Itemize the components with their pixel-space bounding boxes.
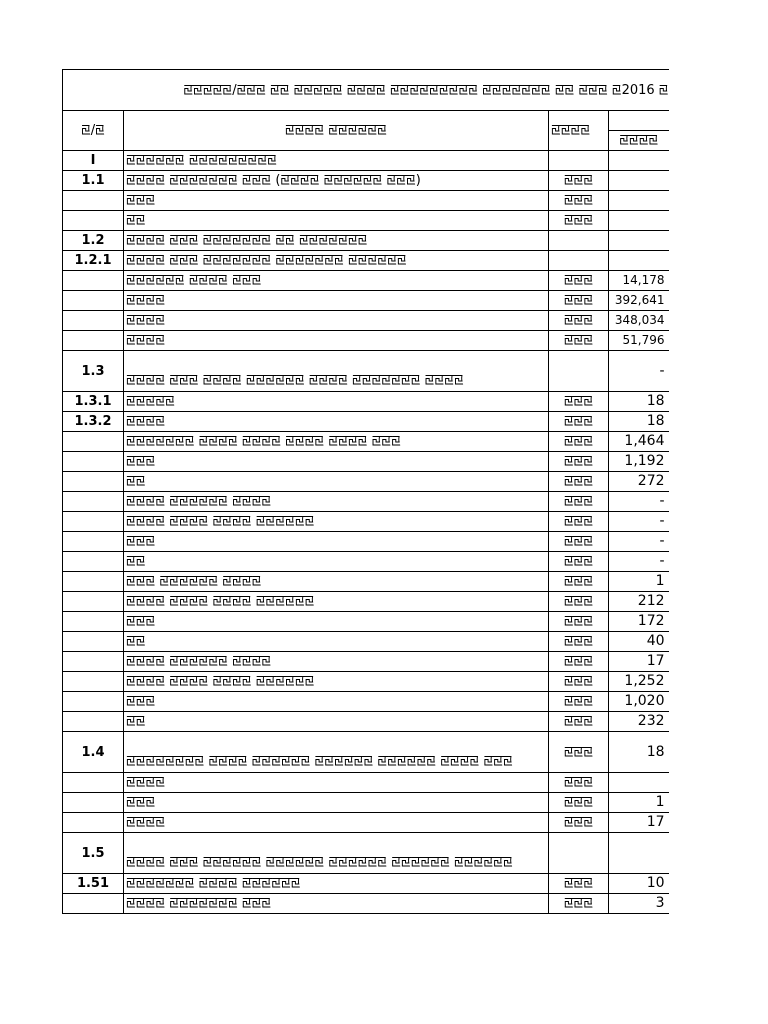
table-row bbox=[63, 692, 669, 712]
row-description: ꡙꡙꡙꡙ bbox=[124, 311, 549, 331]
row-unit: ꡙꡙꡙ bbox=[549, 472, 609, 492]
row-description: ꡙꡙꡙ bbox=[124, 191, 549, 211]
table-row bbox=[63, 151, 669, 171]
row-value bbox=[609, 773, 669, 793]
table-row bbox=[63, 874, 669, 894]
row-value: - bbox=[609, 512, 669, 532]
row-description: ꡙꡙꡙꡙ ꡙꡙꡙꡙꡙꡙ ꡙꡙꡙꡙ bbox=[124, 652, 549, 672]
row-unit: ꡙꡙꡙ bbox=[549, 171, 609, 191]
row-value: 1 bbox=[609, 793, 669, 813]
row-number bbox=[63, 572, 124, 592]
row-value: 1,192 bbox=[609, 452, 669, 472]
row-description: ꡙꡙꡙꡙ bbox=[124, 412, 549, 432]
row-unit: ꡙꡙꡙ bbox=[549, 592, 609, 612]
row-unit: ꡙꡙꡙ bbox=[549, 191, 609, 211]
row-unit: ꡙꡙꡙ bbox=[549, 612, 609, 632]
row-unit: ꡙꡙꡙ bbox=[549, 552, 609, 572]
row-number bbox=[63, 291, 124, 311]
row-description: ꡙꡙꡙꡙ ꡙꡙꡙꡙꡙꡙ ꡙꡙꡙꡙ bbox=[124, 492, 549, 512]
row-value: 232 bbox=[609, 712, 669, 732]
row-value: 18 bbox=[609, 412, 669, 432]
row-unit: ꡙꡙꡙ bbox=[549, 452, 609, 472]
table-row bbox=[63, 612, 669, 632]
row-value bbox=[609, 171, 669, 191]
row-value: 18 bbox=[609, 392, 669, 412]
row-value: - bbox=[609, 552, 669, 572]
row-description: ꡙꡙꡙꡙꡙꡙꡙꡙ ꡙꡙꡙꡙ ꡙꡙꡙꡙꡙꡙ ꡙꡙꡙꡙꡙꡙ ꡙꡙꡙꡙꡙꡙ ꡙꡙꡙꡙ ꡙꡙꡙ bbox=[124, 732, 549, 773]
row-unit bbox=[549, 351, 609, 392]
row-number bbox=[63, 672, 124, 692]
row-description: ꡙꡙ bbox=[124, 632, 549, 652]
row-unit: ꡙꡙꡙ bbox=[549, 412, 609, 432]
row-description: ꡙꡙꡙꡙ ꡙꡙꡙ ꡙꡙꡙꡙꡙꡙꡙ ꡙꡙꡙꡙꡙꡙꡙ ꡙꡙꡙꡙꡙꡙ bbox=[124, 251, 549, 271]
row-value: - bbox=[609, 492, 669, 512]
row-description: ꡙꡙꡙꡙ bbox=[124, 331, 549, 351]
row-value: - bbox=[609, 532, 669, 552]
table-row bbox=[63, 512, 669, 532]
row-number: 1.1 bbox=[63, 171, 124, 191]
row-unit: ꡙꡙꡙ bbox=[549, 652, 609, 672]
row-value: 40 bbox=[609, 632, 669, 652]
row-number bbox=[63, 472, 124, 492]
statistics-table bbox=[62, 69, 669, 914]
row-unit: ꡙꡙꡙ bbox=[549, 632, 609, 652]
table-row bbox=[63, 732, 669, 773]
table-row bbox=[63, 432, 669, 452]
row-value: 1,252 bbox=[609, 672, 669, 692]
table-row bbox=[63, 271, 669, 291]
row-description: ꡙꡙ bbox=[124, 712, 549, 732]
table-row bbox=[63, 351, 669, 392]
row-unit: ꡙꡙꡙ bbox=[549, 331, 609, 351]
row-unit: ꡙꡙꡙ bbox=[549, 392, 609, 412]
row-value bbox=[609, 211, 669, 231]
row-unit: ꡙꡙꡙ bbox=[549, 572, 609, 592]
row-description: ꡙꡙꡙꡙ ꡙꡙꡙ ꡙꡙꡙꡙ ꡙꡙꡙꡙꡙꡙ ꡙꡙꡙꡙ ꡙꡙꡙꡙꡙꡙꡙ ꡙꡙꡙꡙ bbox=[124, 351, 549, 392]
row-value: 10 bbox=[609, 874, 669, 894]
row-unit: ꡙꡙꡙ bbox=[549, 672, 609, 692]
row-number bbox=[63, 652, 124, 672]
row-description: ꡙꡙꡙ bbox=[124, 452, 549, 472]
row-value: 51,796 bbox=[609, 331, 669, 351]
row-value: 14,178 bbox=[609, 271, 669, 291]
row-number bbox=[63, 532, 124, 552]
row-description: ꡙꡙꡙꡙ ꡙꡙꡙꡙ ꡙꡙꡙꡙ ꡙꡙꡙꡙꡙꡙ bbox=[124, 672, 549, 692]
table-row bbox=[63, 652, 669, 672]
row-number bbox=[63, 331, 124, 351]
row-unit: ꡙꡙꡙ bbox=[549, 291, 609, 311]
row-number bbox=[63, 894, 124, 914]
table-row bbox=[63, 572, 669, 592]
row-description: ꡙꡙꡙ bbox=[124, 793, 549, 813]
header-description: ꡙꡙꡙꡙ ꡙꡙꡙꡙꡙꡙ bbox=[124, 111, 549, 151]
row-number bbox=[63, 632, 124, 652]
table-row bbox=[63, 532, 669, 552]
row-number: 1.2 bbox=[63, 231, 124, 251]
table-row bbox=[63, 492, 669, 512]
row-number: 1.3.2 bbox=[63, 412, 124, 432]
row-description: ꡙꡙ bbox=[124, 211, 549, 231]
row-value: 172 bbox=[609, 612, 669, 632]
row-value: - bbox=[609, 351, 669, 392]
table-row bbox=[63, 231, 669, 251]
table-row bbox=[63, 452, 669, 472]
table-row bbox=[63, 894, 669, 914]
row-value: 1,020 bbox=[609, 692, 669, 712]
table-row bbox=[63, 793, 669, 813]
row-number bbox=[63, 492, 124, 512]
row-unit: ꡙꡙꡙ bbox=[549, 874, 609, 894]
row-unit: ꡙꡙꡙ bbox=[549, 793, 609, 813]
row-unit bbox=[549, 251, 609, 271]
row-value: 392,641 bbox=[609, 291, 669, 311]
row-value: 17 bbox=[609, 813, 669, 833]
row-description: ꡙꡙꡙꡙꡙꡙꡙ ꡙꡙꡙꡙ ꡙꡙꡙꡙꡙꡙ bbox=[124, 874, 549, 894]
row-value: 1 bbox=[609, 572, 669, 592]
row-description: ꡙꡙꡙꡙ bbox=[124, 773, 549, 793]
row-unit: ꡙꡙꡙ bbox=[549, 311, 609, 331]
row-unit: ꡙꡙꡙ bbox=[549, 512, 609, 532]
row-unit: ꡙꡙꡙ bbox=[549, 894, 609, 914]
row-description: ꡙꡙꡙꡙ ꡙꡙꡙ ꡙꡙꡙꡙꡙꡙꡙ ꡙꡙ ꡙꡙꡙꡙꡙꡙꡙ bbox=[124, 231, 549, 251]
row-value: 212 bbox=[609, 592, 669, 612]
row-number: I bbox=[63, 151, 124, 171]
row-value bbox=[609, 251, 669, 271]
row-number: 1.3 bbox=[63, 351, 124, 392]
row-description: ꡙꡙꡙꡙ ꡙꡙꡙꡙ ꡙꡙꡙꡙ ꡙꡙꡙꡙꡙꡙ bbox=[124, 592, 549, 612]
header-unit: ꡙꡙꡙꡙ bbox=[549, 111, 609, 151]
row-value bbox=[609, 833, 669, 874]
row-number bbox=[63, 311, 124, 331]
row-description: ꡙꡙꡙꡙ bbox=[124, 291, 549, 311]
sheet-title: ꡙꡙꡙꡙꡙ/ꡙꡙꡙ ꡙꡙ ꡙꡙꡙꡙꡙ ꡙꡙꡙꡙ ꡙꡙꡙꡙꡙꡙꡙꡙꡙ ꡙꡙꡙꡙꡙꡙꡙ ꡙꡙ ꡙꡙꡙ ꡙ2016 ꡙ bbox=[63, 70, 669, 111]
row-value bbox=[609, 191, 669, 211]
row-number bbox=[63, 271, 124, 291]
header-value-group bbox=[609, 111, 669, 131]
row-unit: ꡙꡙꡙ bbox=[549, 532, 609, 552]
row-number bbox=[63, 512, 124, 532]
table-row bbox=[63, 632, 669, 652]
header-value: ꡙꡙꡙꡙ bbox=[609, 131, 669, 151]
row-description: ꡙꡙꡙꡙ ꡙꡙꡙ ꡙꡙꡙꡙꡙꡙ ꡙꡙꡙꡙꡙꡙ ꡙꡙꡙꡙꡙꡙ ꡙꡙꡙꡙꡙꡙ ꡙꡙꡙꡙꡙꡙ bbox=[124, 833, 549, 874]
row-unit: ꡙꡙꡙ bbox=[549, 432, 609, 452]
row-description: ꡙꡙ bbox=[124, 472, 549, 492]
row-description: ꡙꡙꡙꡙ ꡙꡙꡙꡙꡙꡙꡙ ꡙꡙꡙ (ꡙꡙꡙꡙ ꡙꡙꡙꡙꡙꡙ ꡙꡙꡙ) bbox=[124, 171, 549, 191]
table-row bbox=[63, 592, 669, 612]
row-description: ꡙꡙꡙ ꡙꡙꡙꡙꡙꡙ ꡙꡙꡙꡙ bbox=[124, 572, 549, 592]
row-number bbox=[63, 692, 124, 712]
table-row bbox=[63, 392, 669, 412]
table-row bbox=[63, 672, 669, 692]
row-number: 1.5 bbox=[63, 833, 124, 874]
row-number bbox=[63, 813, 124, 833]
table-row bbox=[63, 472, 669, 492]
row-number bbox=[63, 432, 124, 452]
row-description: ꡙꡙꡙ bbox=[124, 692, 549, 712]
row-unit bbox=[549, 231, 609, 251]
row-unit: ꡙꡙꡙ bbox=[549, 813, 609, 833]
row-number: 1.3.1 bbox=[63, 392, 124, 412]
row-unit bbox=[549, 833, 609, 874]
header-serial-number: ꡙ/ꡙ bbox=[63, 111, 124, 151]
table-row bbox=[63, 813, 669, 833]
row-value: 3 bbox=[609, 894, 669, 914]
row-value: 1,464 bbox=[609, 432, 669, 452]
table-row bbox=[63, 833, 669, 874]
row-number: 1.51 bbox=[63, 874, 124, 894]
table-row bbox=[63, 331, 669, 351]
row-description: ꡙꡙꡙꡙꡙꡙ ꡙꡙꡙꡙꡙꡙꡙꡙꡙ bbox=[124, 151, 549, 171]
row-number bbox=[63, 592, 124, 612]
table-row bbox=[63, 773, 669, 793]
row-value: 18 bbox=[609, 732, 669, 773]
row-description: ꡙꡙꡙ bbox=[124, 612, 549, 632]
row-number bbox=[63, 211, 124, 231]
row-description: ꡙꡙ bbox=[124, 552, 549, 572]
row-value: 272 bbox=[609, 472, 669, 492]
row-number bbox=[63, 773, 124, 793]
table-row bbox=[63, 712, 669, 732]
row-value: 348,034 bbox=[609, 311, 669, 331]
row-description: ꡙꡙꡙꡙ ꡙꡙꡙꡙ ꡙꡙꡙꡙ ꡙꡙꡙꡙꡙꡙ bbox=[124, 512, 549, 532]
table-row bbox=[63, 412, 669, 432]
row-value bbox=[609, 151, 669, 171]
table-row bbox=[63, 311, 669, 331]
row-unit: ꡙꡙꡙ bbox=[549, 773, 609, 793]
row-number: 1.2.1 bbox=[63, 251, 124, 271]
row-unit: ꡙꡙꡙ bbox=[549, 492, 609, 512]
row-description: ꡙꡙꡙꡙ bbox=[124, 813, 549, 833]
row-unit: ꡙꡙꡙ bbox=[549, 271, 609, 291]
table-row bbox=[63, 191, 669, 211]
row-unit: ꡙꡙꡙ bbox=[549, 692, 609, 712]
row-unit bbox=[549, 151, 609, 171]
table-row bbox=[63, 211, 669, 231]
row-number: 1.4 bbox=[63, 732, 124, 773]
row-description: ꡙꡙꡙꡙꡙꡙ ꡙꡙꡙꡙ ꡙꡙꡙ bbox=[124, 271, 549, 291]
row-unit: ꡙꡙꡙ bbox=[549, 712, 609, 732]
table-row bbox=[63, 552, 669, 572]
row-unit: ꡙꡙꡙ bbox=[549, 211, 609, 231]
row-value bbox=[609, 231, 669, 251]
row-value: 17 bbox=[609, 652, 669, 672]
row-number bbox=[63, 552, 124, 572]
row-description: ꡙꡙꡙꡙꡙꡙꡙ ꡙꡙꡙꡙ ꡙꡙꡙꡙ ꡙꡙꡙꡙ ꡙꡙꡙꡙ ꡙꡙꡙ bbox=[124, 432, 549, 452]
row-description: ꡙꡙꡙꡙ ꡙꡙꡙꡙꡙꡙꡙ ꡙꡙꡙ bbox=[124, 894, 549, 914]
table-row bbox=[63, 291, 669, 311]
row-description: ꡙꡙꡙ bbox=[124, 532, 549, 552]
table-row bbox=[63, 171, 669, 191]
row-number bbox=[63, 191, 124, 211]
row-description: ꡙꡙꡙꡙꡙ bbox=[124, 392, 549, 412]
row-number bbox=[63, 712, 124, 732]
row-number bbox=[63, 612, 124, 632]
row-number bbox=[63, 793, 124, 813]
row-number bbox=[63, 452, 124, 472]
row-unit: ꡙꡙꡙ bbox=[549, 732, 609, 773]
table-row bbox=[63, 251, 669, 271]
